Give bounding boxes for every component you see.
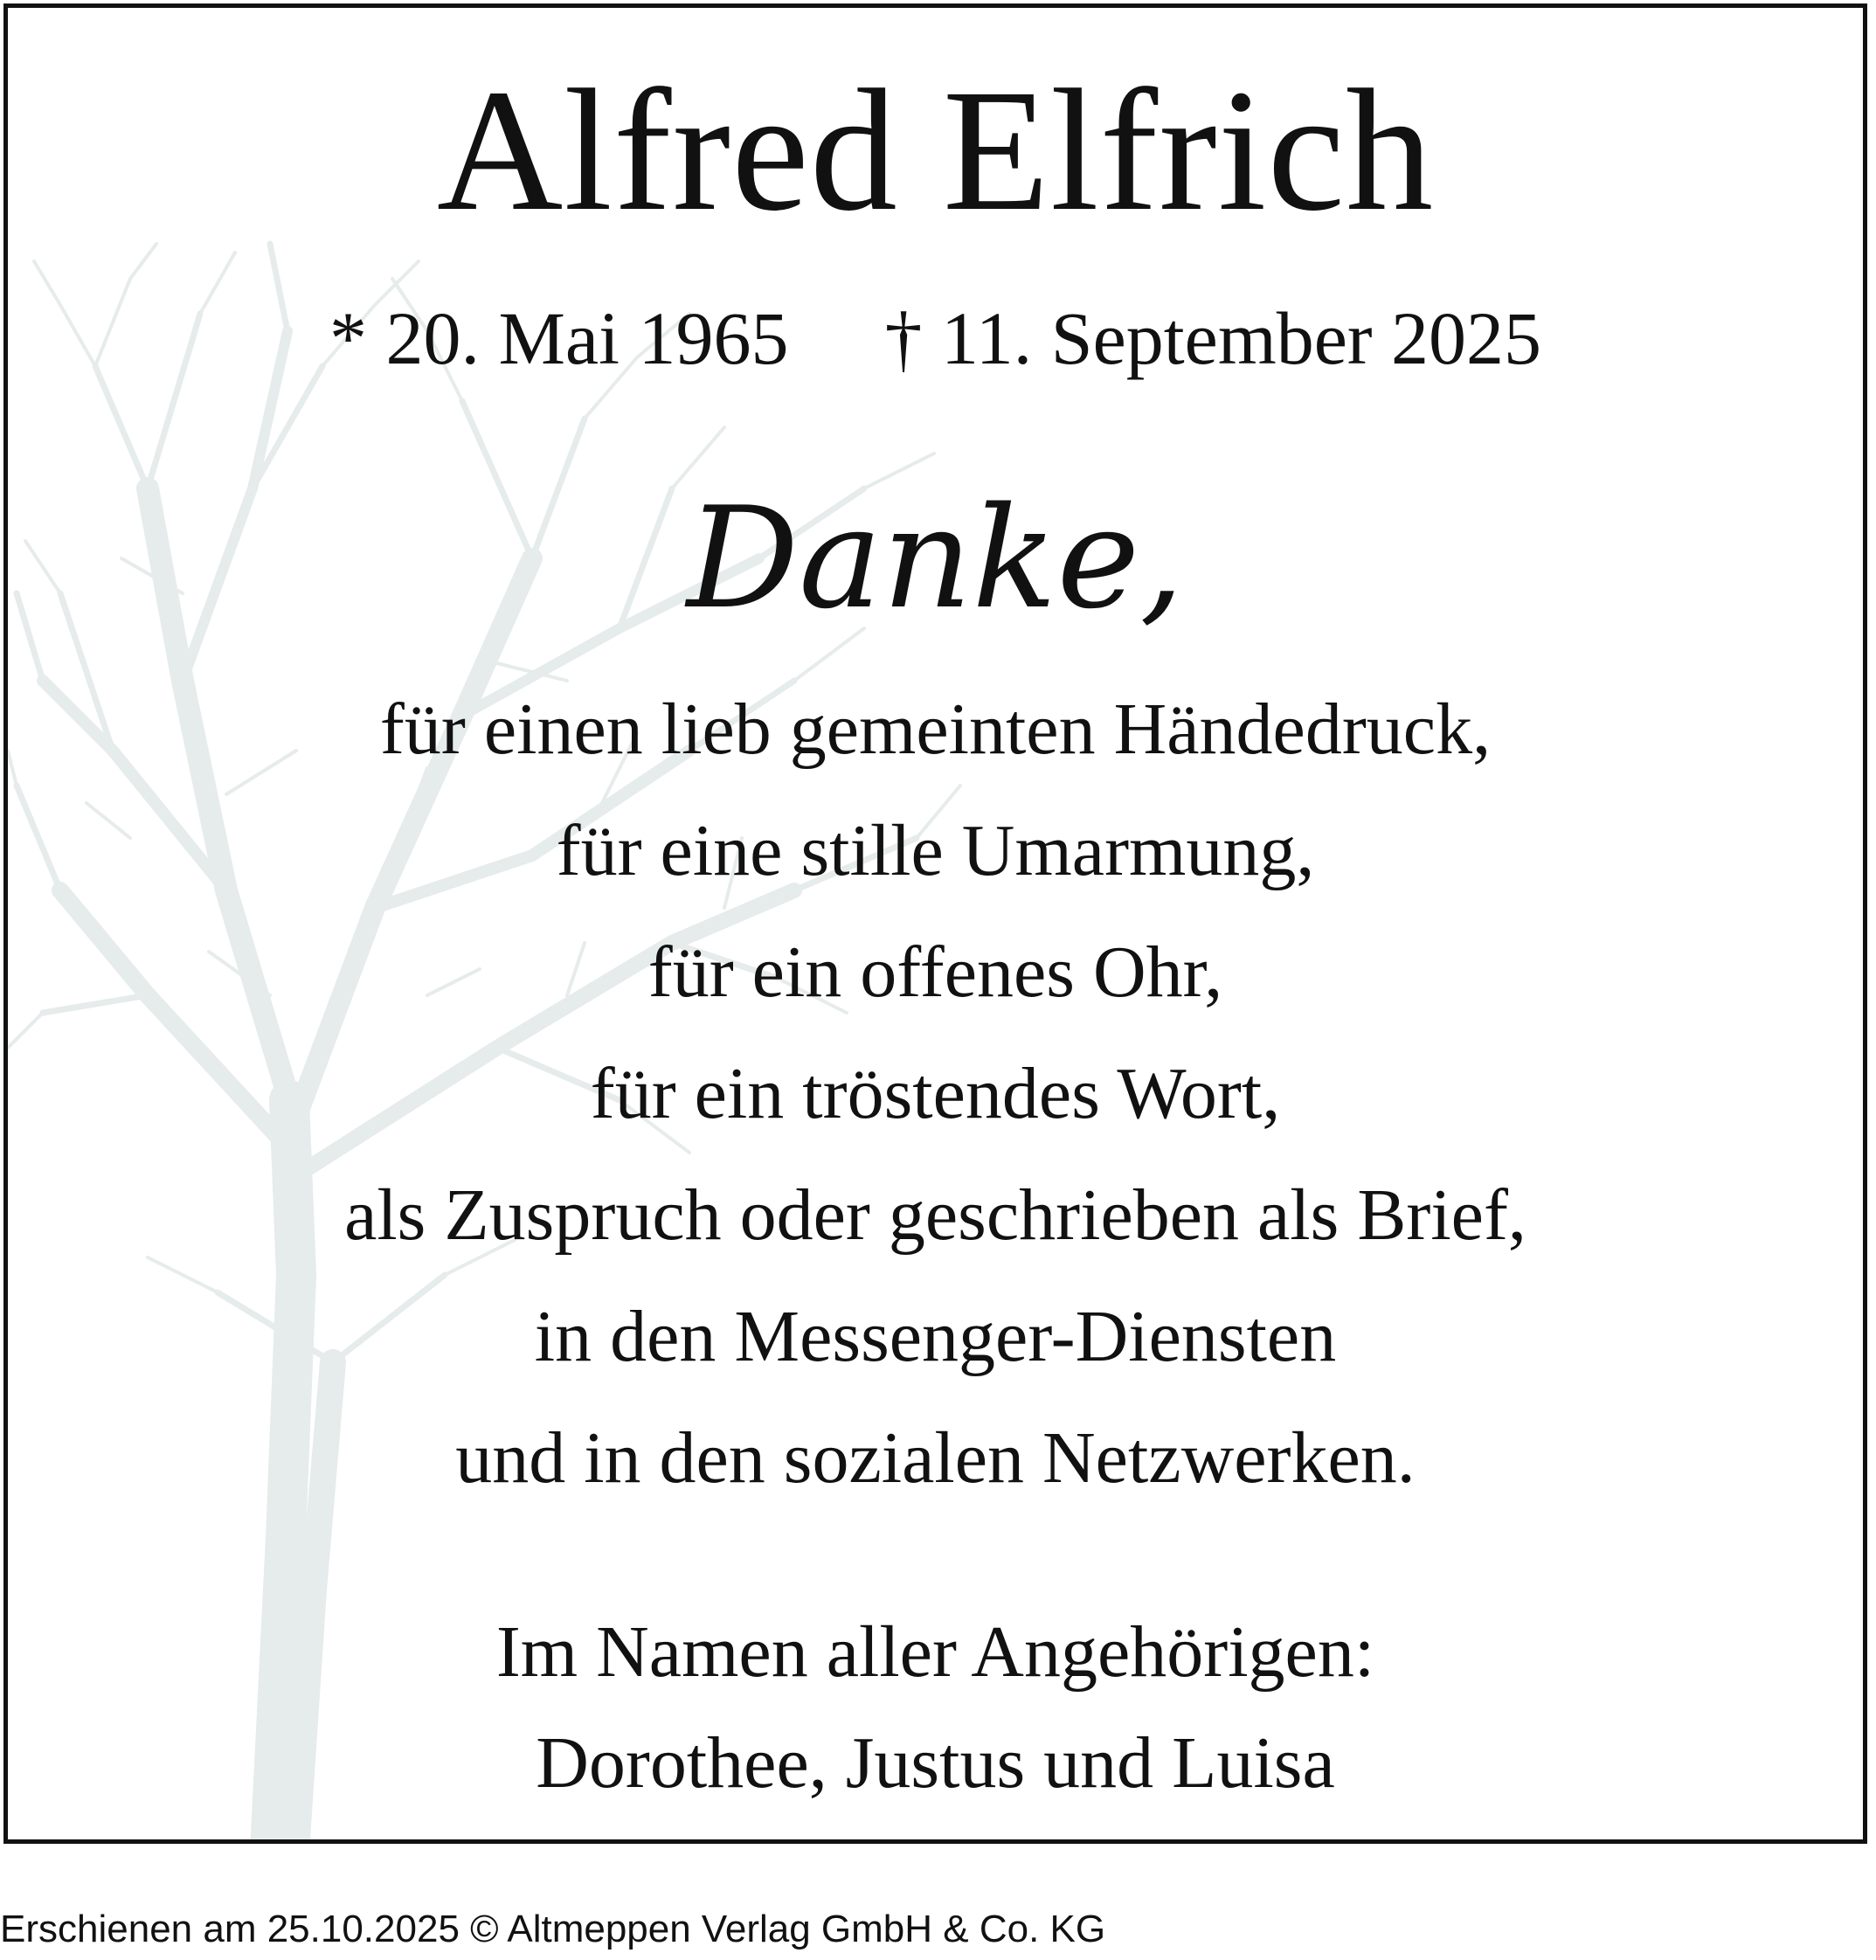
verse-line: und in den sozialen Netzwerken. — [455, 1417, 1416, 1499]
verse-line: für eine stille Umarmung, — [556, 810, 1315, 891]
signature-line: Dorothee, Justus und Luisa — [536, 1722, 1335, 1804]
deceased-name: Alfred Elfrich — [436, 54, 1435, 247]
verse-line: für einen lieb gemeinten Händedruck, — [379, 689, 1492, 770]
publication-credit: Erschienen am 25.10.2025 © Altmeppen Verlag GmbH & Co. KG — [0, 1908, 1106, 1950]
family-signature — [8, 1596, 1863, 1818]
thanks-verse — [8, 668, 1863, 1519]
thanks-heading: Danke, — [686, 476, 1185, 640]
obituary-notice — [3, 3, 1867, 1844]
verse-line: für ein offenes Ohr, — [647, 932, 1223, 1013]
signature-line: Im Namen aller Angehörigen: — [495, 1611, 1375, 1693]
life-dates — [8, 294, 1863, 382]
birth-date: * 20. Mai 1965 — [329, 296, 789, 380]
verse-line: für ein tröstendes Wort, — [590, 1053, 1281, 1134]
verse-line: als Zuspruch oder geschrieben als Brief, — [344, 1174, 1526, 1256]
death-date: † 11. September 2025 — [884, 296, 1542, 380]
verse-line: in den Messenger-Diensten — [534, 1296, 1337, 1377]
